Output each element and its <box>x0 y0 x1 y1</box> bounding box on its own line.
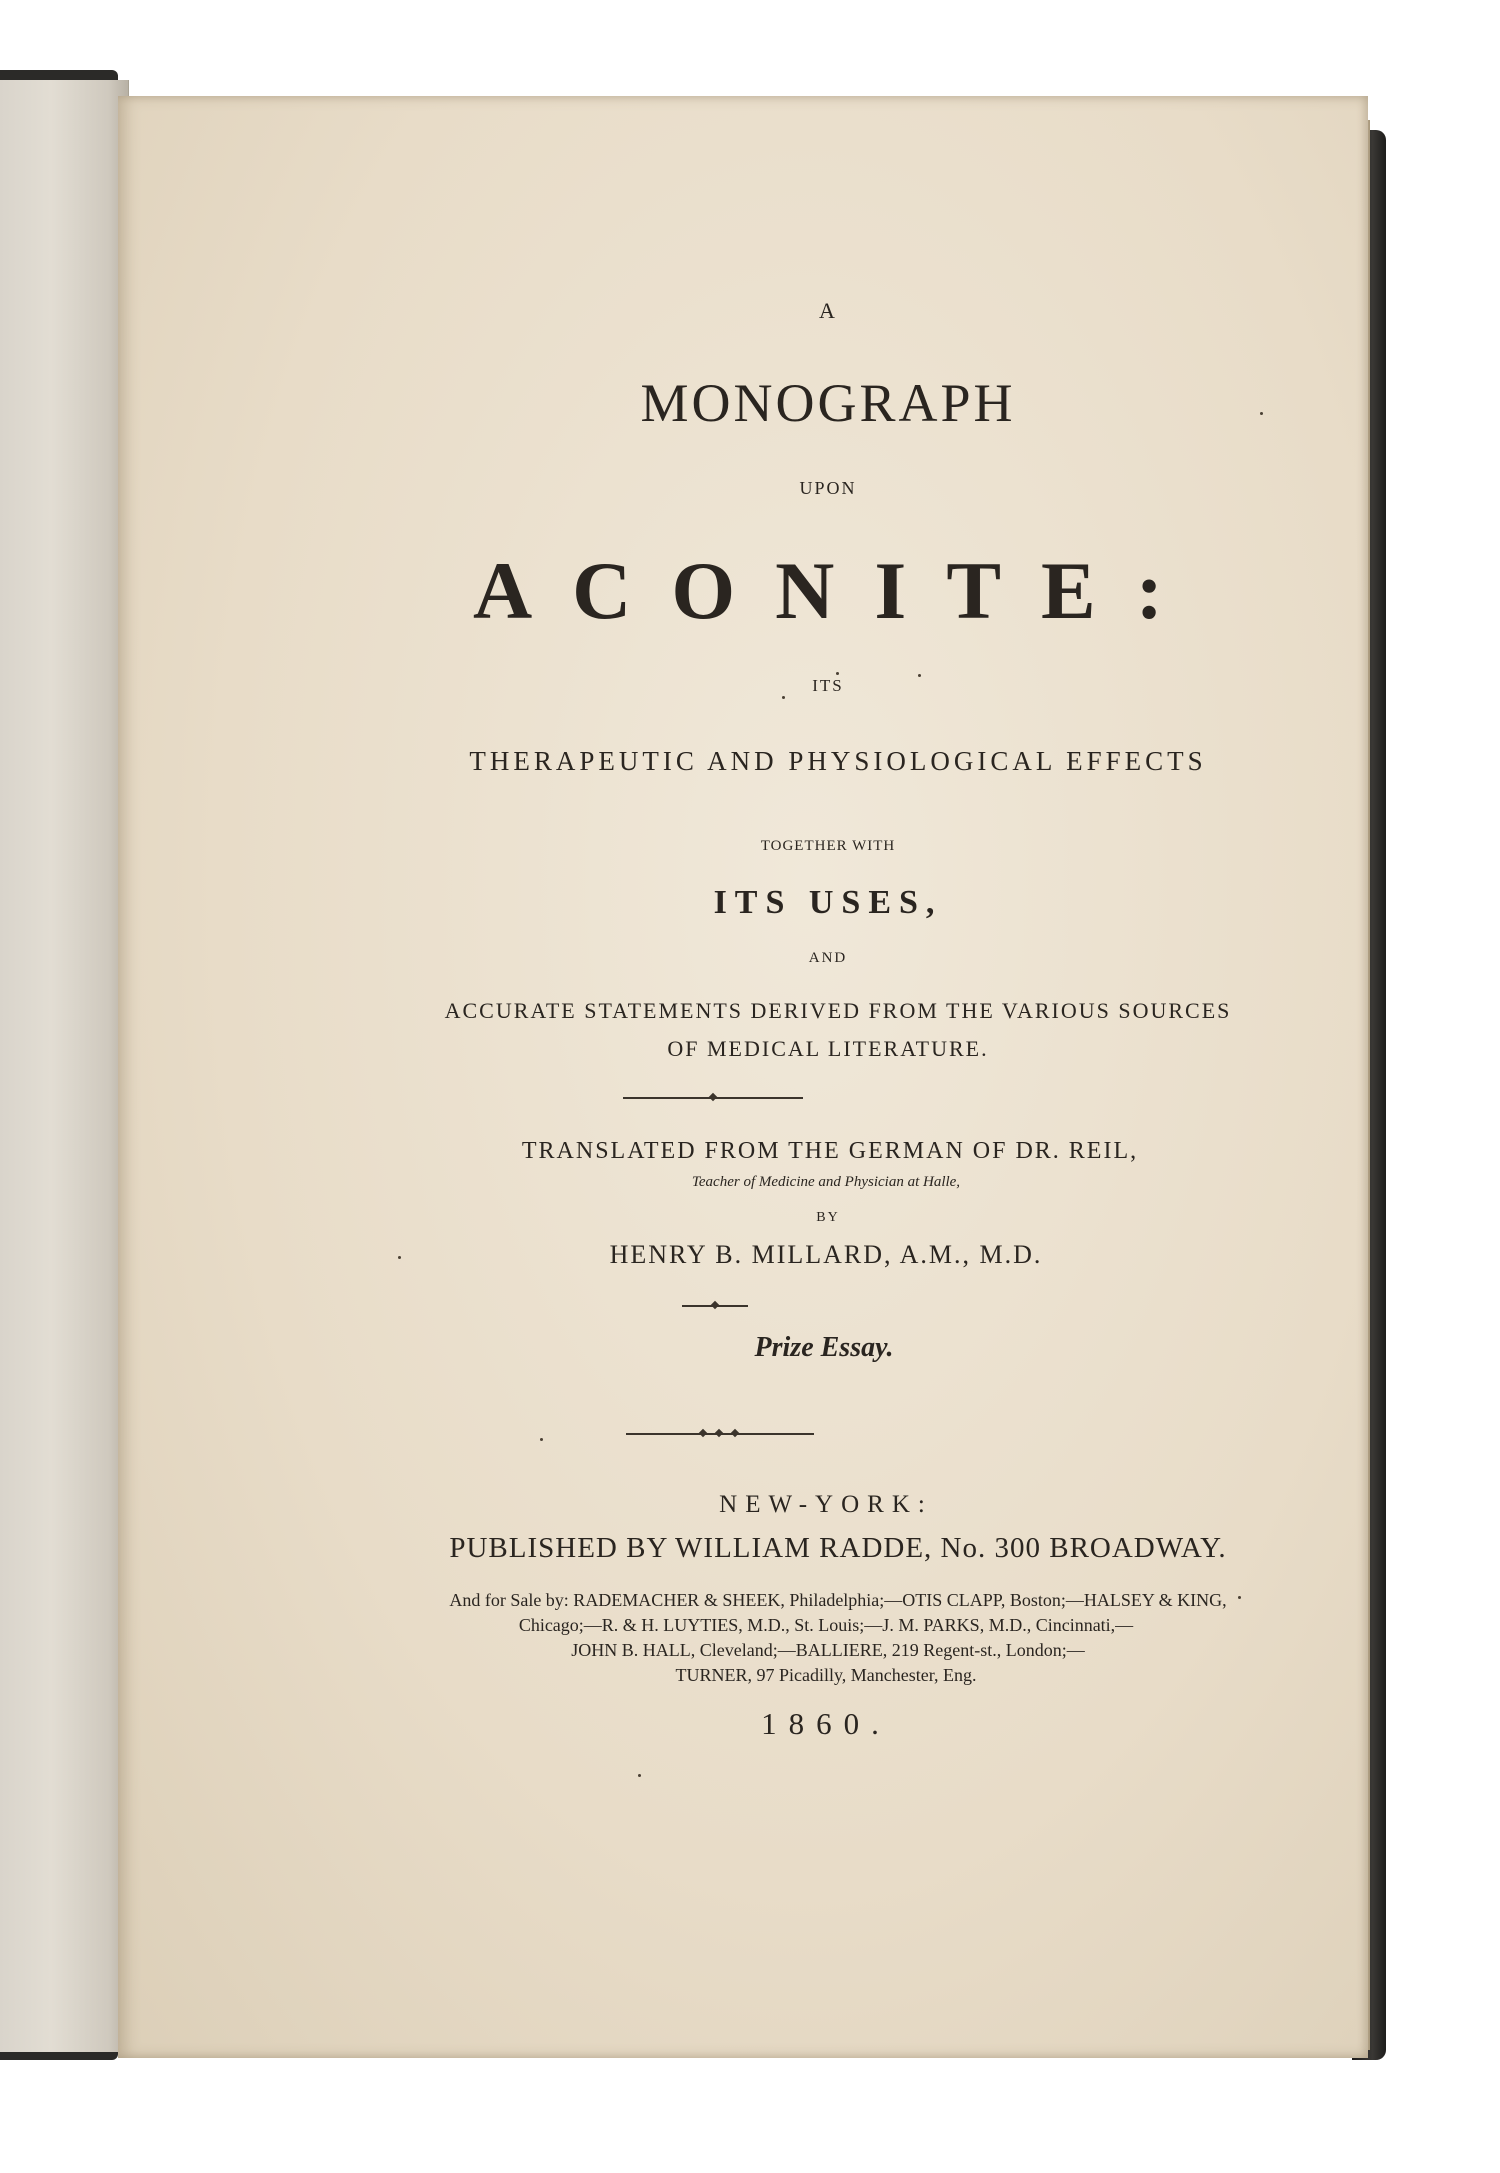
sale-line-4: TURNER, 97 Picadilly, Manchester, Eng. <box>675 1665 977 1685</box>
by-line: BY <box>816 1210 840 1225</box>
sale-line-1: And for Sale by: RADEMACHER & SHEEK, Philadelphia;—OTIS CLAPP, Boston;—HALSEY & KING, <box>449 1590 1227 1610</box>
foxing-spot <box>1260 412 1263 415</box>
subtitle-together: TOGETHER WITH <box>760 838 896 854</box>
ornamental-rule-1-diamond <box>709 1093 717 1101</box>
foxing-spot <box>1238 1596 1241 1599</box>
prize-essay: Prize Essay. <box>754 1332 894 1363</box>
city-line: NEW-YORK: <box>719 1491 933 1518</box>
subtitle-therapeutic: THERAPEUTIC AND PHYSIOLOGICAL EFFECTS <box>469 746 1207 776</box>
teacher-line: Teacher of Medicine and Physician at Halle, <box>691 1174 961 1190</box>
subtitle-its: ITS <box>812 676 844 695</box>
foxing-spot <box>638 1774 641 1777</box>
subtitle-accurate-2: OF MEDICAL LITERATURE. <box>667 1036 989 1061</box>
ornamental-rule-3-diamond-right <box>731 1429 739 1437</box>
foxing-spot <box>782 696 785 699</box>
title-monograph: MONOGRAPH <box>640 373 1016 433</box>
title-aconite: ACONITE: <box>472 545 1204 636</box>
title-upon: UPON <box>799 478 857 498</box>
ornamental-rule-2-diamond <box>711 1301 719 1309</box>
subtitle-uses: ITS USES, <box>713 884 943 921</box>
publisher-line: PUBLISHED BY WILLIAM RADDE, No. 300 BROADWAY. <box>449 1532 1227 1564</box>
title-page-text <box>118 96 1368 2058</box>
foxing-spot <box>918 674 921 677</box>
sale-line-3: JOHN B. HALL, Cleveland;—BALLIERE, 219 Regent-st., London;— <box>571 1640 1085 1660</box>
year-line: 1860. <box>761 1706 891 1741</box>
subtitle-and: AND <box>808 950 848 966</box>
title-article: A <box>819 298 837 323</box>
foxing-spot <box>540 1438 543 1441</box>
foxing-spot <box>398 1256 401 1259</box>
subtitle-accurate-1: ACCURATE STATEMENTS DERIVED FROM THE VARIOUS SOURCES <box>444 998 1232 1023</box>
sale-line-2: Chicago;—R. & H. LUYTIES, M.D., St. Louis;—J. M. PARKS, M.D., Cincinnati,— <box>518 1615 1134 1635</box>
ornamental-rule-3-diamond-center <box>715 1429 723 1437</box>
author-line: HENRY B. MILLARD, A.M., M.D. <box>609 1240 1043 1269</box>
translated-line: TRANSLATED FROM THE GERMAN OF DR. REIL, <box>521 1138 1139 1164</box>
ornamental-rule-3-diamond-left <box>699 1429 707 1437</box>
foxing-spot <box>836 672 839 675</box>
